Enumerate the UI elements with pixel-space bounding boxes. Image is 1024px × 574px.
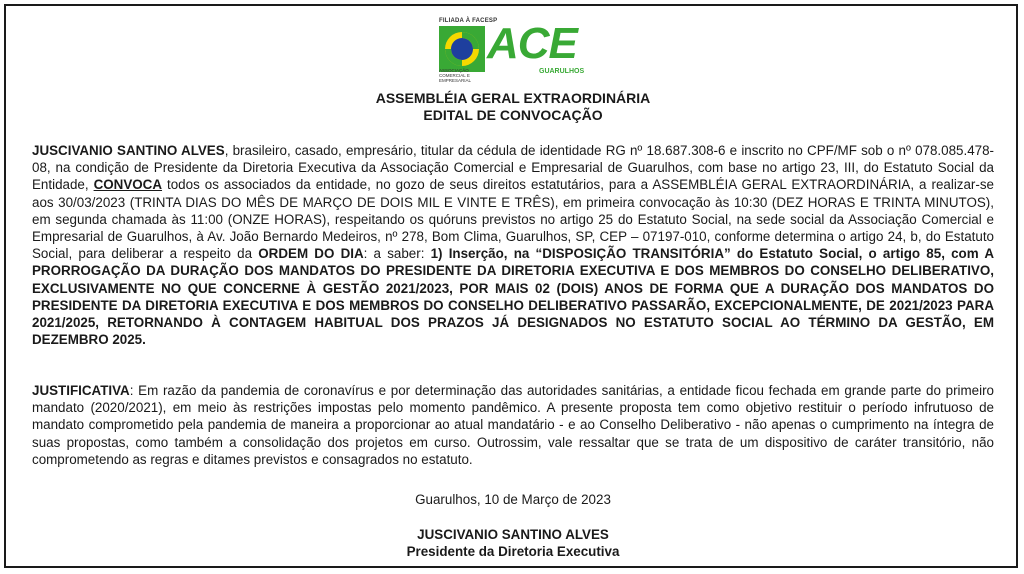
agenda-item: 1) Inserção, na “DISPOSIÇÃO TRANSITÓRIA” do Estatuto Social, o artigo 85, com A PRORROGAÇÃO DA DURAÇÃO DOS MANDATOS DO PRESIDENTE DA DIRETORIA EXECUTIVA E DOS MEMBROS DO CONSELHO DELIBERATIVO, EXCLUSIVAMENTE NO QUE CONCERNE À GESTÃO 2021/2023, POR MAIS 02 (DOIS) ANOS DE FORMA QUE A DURAÇÃO DOS MANDATOS DO PRESIDENTE DA DIRETORIA EXECUTIVA E DOS MEMBROS DO CONSELHO DELIBERATIVO PASSARÃO, EXCEPCIONALMENTE, DE 2021/2023 PARA 2021/2025, RETORNANDO À CONTAGEM HABITUAL DOS PRAZOS JÁ DESIGNADOS NO ESTATUTO SOCIAL AO TÉRMINO DA GESTÃO, EM DEZEMBRO 2025.: [32, 246, 995, 348]
edital-frame: [4, 4, 1018, 568]
paragraph1-text-a: , brasileiro, casado, empresário, titular da cédula de identidade RG nº 18.687.308-6 e inscrito no CPF/MF sob o nº 078.085.478-08, na condição de Presidente da Diretoria Executiva da Associação Comercial e Empresarial de Guarulhos, com base no artigo 23, III, do Estatuto Social da Entidade,: [32, 143, 994, 193]
justification-text: : Em razão da pandemia de coronavírus e por determinação das autoridades sanitárias, a entidade ficou fechada em grande parte do primeiro mandato (2020/2021), em meio às restrições impostas pelo momento pandêmico. A presente proposta tem como objetivo restituir o período infrutuoso de mandato comprometido pela pandemia de maneira a proporcionar ao atual mandatário - e ao Conselho Deliberativo - não apenas o cumprimento na íntegra de suas propostas, como também a consolidação dos projetos em curso. Outrossim, vale ressaltar que se trata de um dispositivo de caráter transitório, não comprometendo as regras e ditames previstos e consagrados no estatuto.: [32, 383, 994, 467]
logo-subtitle: ASSOCIAÇÃO COMERCIAL E EMPRESARIAL: [439, 68, 472, 83]
title-line-1: ASSEMBLÉIA GERAL EXTRAORDINÁRIA: [375, 90, 651, 106]
justification-paragraph: [32, 382, 994, 468]
convocation-paragraph: [32, 142, 994, 348]
logo-city: GUARULHOS: [539, 68, 585, 75]
logo-affiliation: FILIADA À FACESP: [439, 18, 498, 24]
title-line-2: EDITAL DE CONVOCAÇÃO: [423, 107, 603, 123]
signature-name: JUSCIVANIO SANTINO ALVES: [417, 527, 609, 542]
signature-role: Presidente da Diretoria Executiva: [406, 544, 620, 559]
date-line: Guarulhos, 10 de Março de 2023: [415, 492, 611, 507]
ace-logo: [437, 18, 597, 83]
ace-emblem-icon: [439, 26, 485, 72]
justification-label: JUSTIFICATIVA: [32, 383, 130, 398]
president-name: JUSCIVANIO SANTINO ALVES: [32, 143, 225, 158]
logo-brand: ACE: [487, 19, 577, 68]
paragraph1-text-c: : a saber:: [363, 246, 431, 262]
paragraph1-text-b: todos os associados da entidade, no gozo de seus direitos estatutários, para a ASSEMBLÉIA GERAL EXTRAORDINÁRIA, a realizar-se aos 30/03/2023 (TRINTA DIAS DO MÊS DE MARÇO DE DOIS MIL E VINTE E TRÊS), em primeira convocação às 10:30 (DEZ HORAS E TRINTA MINUTOS), em segunda chamada às 11:00 (ONZE HORAS), respeitando os quóruns previstos no artigo 25 do Estatuto Social, na sede social da Associação Comercial e Empresarial de Guarulhos, à Av. João Bernardo Medeiros, nº 278, Bom Clima, Guarulhos, SP, CEP – 07197-010, conforme determina o artigo 24, b, do Estatuto Social, para deliberar a respeito da: [32, 177, 994, 262]
ordem-do-dia: ORDEM DO DIA: [258, 246, 364, 262]
document-title: [6, 90, 1020, 124]
signature-block: [6, 526, 1020, 560]
convoca-word: CONVOCA: [93, 177, 163, 193]
